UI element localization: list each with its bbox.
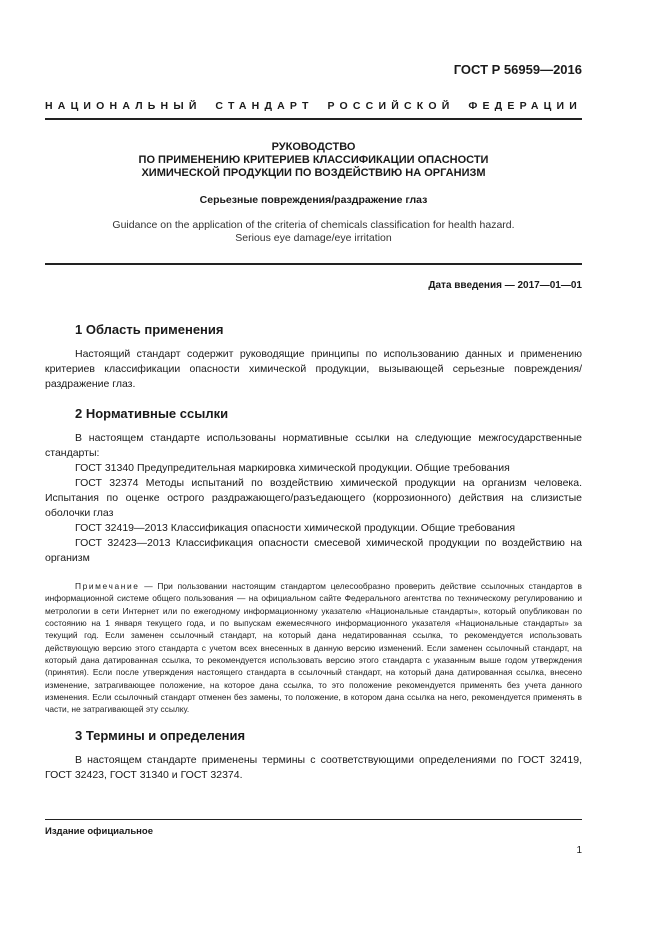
- note-text: — При пользовании настоящим стандартом целесообразно проверить действие ссылочных стандартов в информационной системе общего пользования — на официальном сайте Федерального агентства по техническому регулированию и метрологии в сети Интернет или по ежегодному информационному указателю «Национальные стандарты», который опубликован по состоянию на 1 января текущего года, и по выпускам ежемесячного информационного указателя «Национальные стандарты» за текущий год. Если заменен ссылочный стандарт, на который дана недатированная ссылка, то рекомендуется использовать действующую версию этого стандарта с учетом всех внесенных в данную версию изменений. Если заменен ссылочный стандарт, на который дана датированная ссылка, то рекомендуется использовать версию этого стандарта с указанным выше годом утверждения (принятия). Если после утверждения настоящего стандарта в ссылочный стандарт, на который дана датированная ссылка, внесено изменение, затрагивающее положение, на которое дана ссылка, то это положение рекомендуется применять без учета данного изменения. Если ссылочный стандарт отменен без замены, то положение, в котором дана ссылка на него, рекомендуется применять в части, не затрагивающей эту ссылку.: [45, 581, 582, 715]
- english-title-line: Guidance on the application of the criteria of chemicals classification for health hazard.: [112, 219, 515, 231]
- standard-code: ГОСТ Р 56959—2016: [453, 62, 582, 77]
- middle-rule: [45, 263, 582, 265]
- reference-item: ГОСТ 32423—2013 Классификация опасности смесевой химической продукции по воздействию на организм: [45, 537, 582, 564]
- reference-note: [45, 580, 582, 716]
- section-3-heading: 3 Термины и определения: [75, 728, 246, 743]
- section-1-paragraph: Настоящий стандарт содержит руководящие принципы по использованию данных и применению критериев классификации опасности химической продукции, вызывающей серьезные повреждения/раздражение глаз.: [45, 348, 582, 390]
- english-title: [45, 219, 582, 245]
- section-1-heading: 1 Область применения: [75, 322, 224, 337]
- document-title: [45, 141, 582, 180]
- note-label: Примечание: [75, 581, 140, 591]
- document-subtitle: Серьезные повреждения/раздражение глаз: [199, 194, 428, 206]
- reference-item: ГОСТ 31340 Предупредительная маркировка химической продукции. Общие требования: [75, 462, 510, 474]
- section-2-text: [45, 431, 582, 566]
- title-line: ХИМИЧЕСКОЙ ПРОДУКЦИИ ПО ВОЗДЕЙСТВИЮ НА ОРГАНИЗМ: [141, 167, 486, 179]
- official-edition-label: Издание официальное: [45, 826, 153, 837]
- english-title-line: Serious eye damage/eye irritation: [235, 232, 392, 244]
- reference-item: ГОСТ 32419—2013 Классификация опасности химической продукции. Общие требования: [75, 522, 516, 534]
- section-1-text: [45, 347, 582, 392]
- national-standard-line: НАЦИОНАЛЬНЫЙ СТАНДАРТ РОССИЙСКОЙ ФЕДЕРАЦИИ: [45, 100, 582, 112]
- introduction-date: Дата введения — 2017—01—01: [428, 280, 582, 291]
- reference-item: ГОСТ 32374 Методы испытаний по воздействию химической продукции на организм человека. Испытания по оценке острого раздражающего/разъедающего (коррозионного) действия на слизистые оболочки глаз: [45, 477, 582, 519]
- title-line: ПО ПРИМЕНЕНИЮ КРИТЕРИЕВ КЛАССИФИКАЦИИ ОПАСНОСТИ: [138, 154, 489, 166]
- section-3-text: [45, 753, 582, 783]
- section-2-heading: 2 Нормативные ссылки: [75, 406, 229, 421]
- page-number: 1: [576, 845, 582, 856]
- title-line: РУКОВОДСТВО: [271, 141, 356, 153]
- section-2-intro: В настоящем стандарте использованы нормативные ссылки на следующие межгосударственные стандарты:: [45, 432, 582, 459]
- top-rule: [45, 118, 582, 120]
- section-3-paragraph: В настоящем стандарте применены термины с соответствующими определениями по ГОСТ 32419, ГОСТ 32423, ГОСТ 31340 и ГОСТ 32374.: [45, 754, 582, 781]
- bottom-rule: [45, 819, 582, 820]
